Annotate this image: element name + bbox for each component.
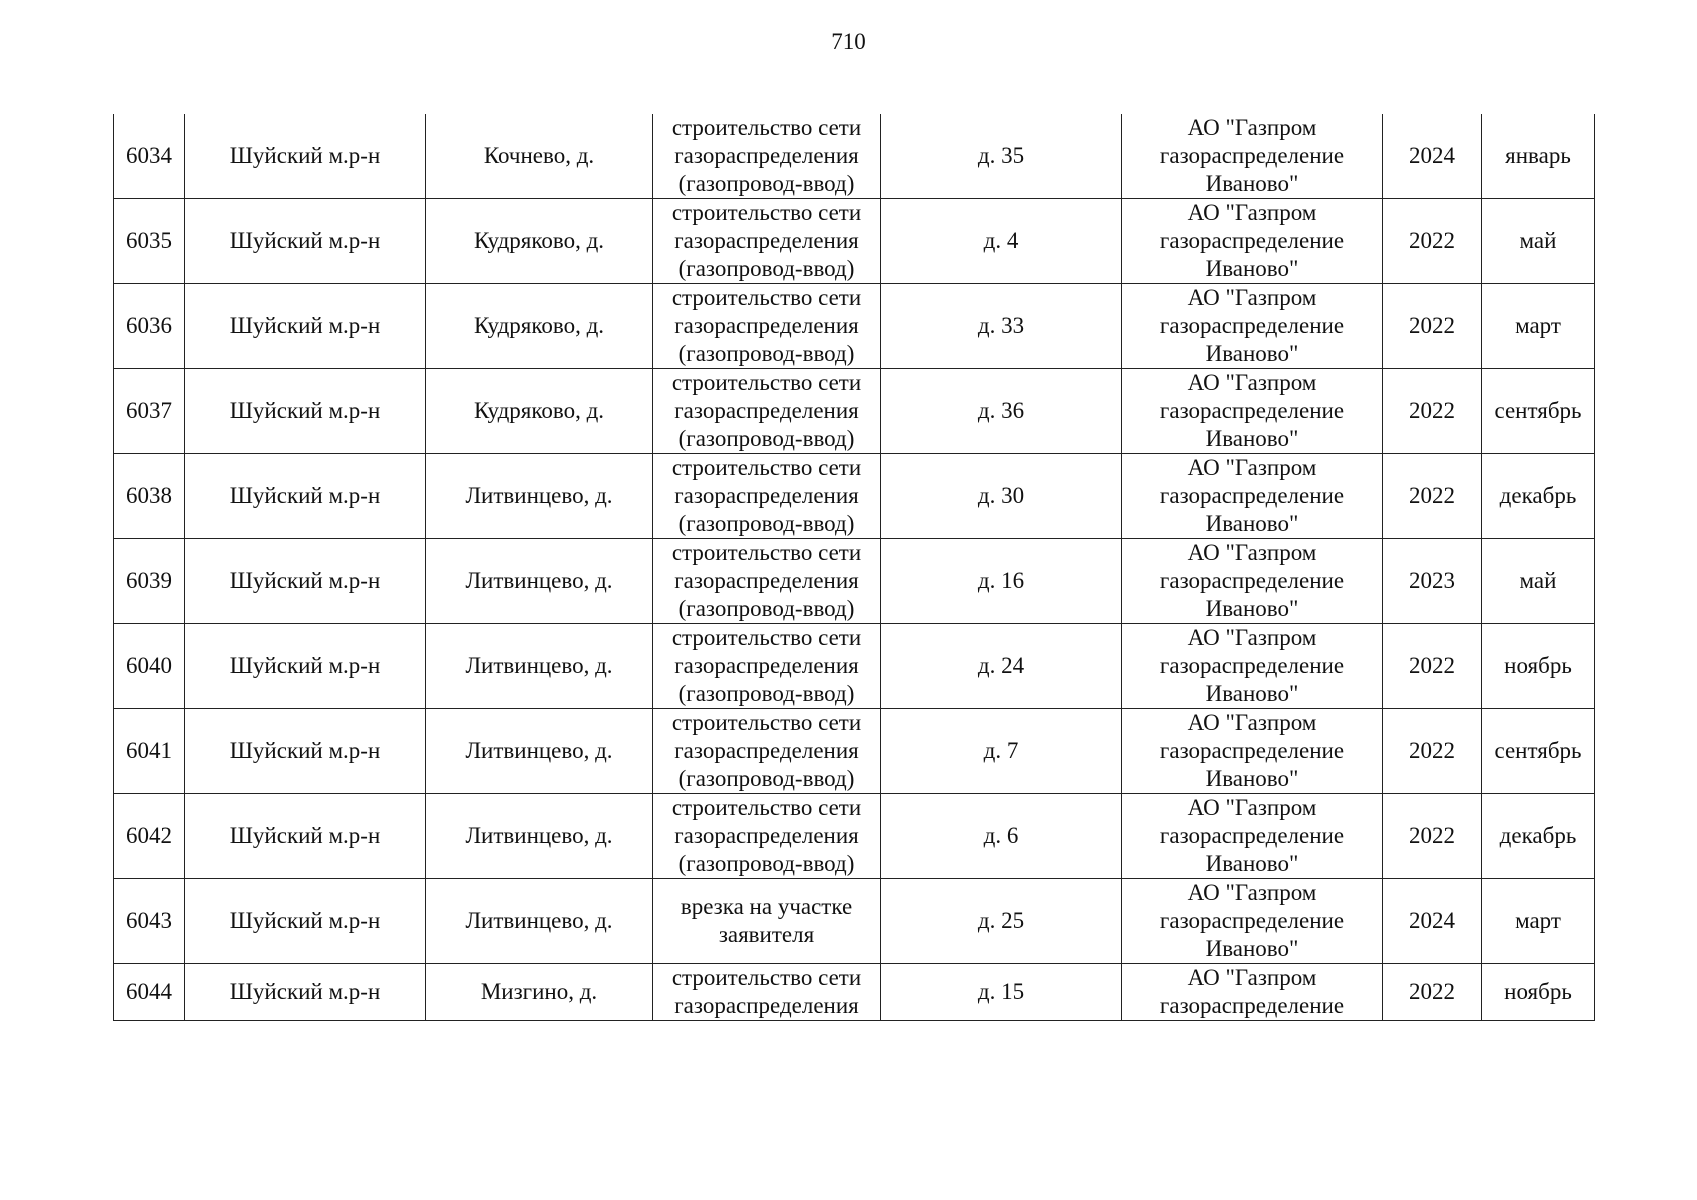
month-cell: декабрь — [1482, 794, 1595, 879]
organization-cell — [1122, 624, 1383, 709]
row-id-cell: 6041 — [114, 709, 185, 794]
address-cell: д. 36 — [881, 369, 1122, 454]
organization-cell-line: АО "Газпром — [1187, 370, 1317, 395]
organization-cell-line: Иваново" — [1205, 171, 1299, 196]
organization-cell-line: Иваново" — [1205, 851, 1299, 876]
row-id-cell: 6042 — [114, 794, 185, 879]
organization-cell-line: Иваново" — [1205, 766, 1299, 791]
table-row — [114, 199, 1595, 284]
row-id-cell: 6035 — [114, 199, 185, 284]
address-cell: д. 30 — [881, 454, 1122, 539]
address-cell: д. 4 — [881, 199, 1122, 284]
table-row — [114, 964, 1595, 1021]
work-type-cell-line: (газопровод-ввод) — [678, 256, 855, 281]
organization-cell-line: АО "Газпром — [1187, 795, 1317, 820]
row-id-cell: 6039 — [114, 539, 185, 624]
district-cell: Шуйский м.р-н — [185, 199, 426, 284]
work-type-cell-line: (газопровод-ввод) — [678, 681, 855, 706]
table-row — [114, 114, 1595, 199]
year-cell: 2022 — [1383, 284, 1482, 369]
work-type-cell — [653, 454, 881, 539]
organization-cell-line: Иваново" — [1205, 511, 1299, 536]
table-row — [114, 709, 1595, 794]
organization-cell — [1122, 539, 1383, 624]
organization-cell-line: Иваново" — [1205, 426, 1299, 451]
year-cell: 2022 — [1383, 454, 1482, 539]
locality-cell: Мизгино, д. — [426, 964, 653, 1021]
work-type-cell-line: (газопровод-ввод) — [678, 171, 855, 196]
work-type-cell-line: газораспределения — [674, 993, 859, 1018]
work-type-cell-line: газораспределения — [674, 398, 859, 423]
organization-cell-line: АО "Газпром — [1187, 285, 1317, 310]
organization-cell-line: газораспределение — [1159, 738, 1345, 763]
year-cell: 2022 — [1383, 709, 1482, 794]
work-type-cell-line: газораспределения — [674, 143, 859, 168]
locality-cell: Литвинцево, д. — [426, 624, 653, 709]
work-type-cell-line: (газопровод-ввод) — [678, 766, 855, 791]
year-cell: 2024 — [1383, 114, 1482, 199]
row-id-cell: 6044 — [114, 964, 185, 1021]
address-cell: д. 6 — [881, 794, 1122, 879]
work-type-cell — [653, 964, 881, 1021]
work-type-cell-line: газораспределения — [674, 483, 859, 508]
organization-cell-line: газораспределение — [1159, 483, 1345, 508]
organization-cell — [1122, 709, 1383, 794]
locality-cell: Литвинцево, д. — [426, 879, 653, 964]
row-id-cell: 6043 — [114, 879, 185, 964]
work-type-cell-line: газораспределения — [674, 228, 859, 253]
district-cell: Шуйский м.р-н — [185, 624, 426, 709]
organization-cell-line: АО "Газпром — [1187, 625, 1317, 650]
work-type-cell — [653, 284, 881, 369]
work-type-cell-line: строительство сети — [671, 455, 862, 480]
row-id-cell: 6037 — [114, 369, 185, 454]
district-cell: Шуйский м.р-н — [185, 539, 426, 624]
address-cell: д. 24 — [881, 624, 1122, 709]
address-cell: д. 35 — [881, 114, 1122, 199]
organization-cell-line: Иваново" — [1205, 596, 1299, 621]
organization-cell — [1122, 794, 1383, 879]
locality-cell: Кудряково, д. — [426, 369, 653, 454]
organization-cell-line: газораспределение — [1159, 313, 1345, 338]
table-body — [114, 114, 1595, 1021]
organization-cell — [1122, 879, 1383, 964]
district-cell: Шуйский м.р-н — [185, 879, 426, 964]
work-type-cell — [653, 624, 881, 709]
work-type-cell-line: строительство сети — [671, 285, 862, 310]
district-cell: Шуйский м.р-н — [185, 284, 426, 369]
work-type-cell — [653, 369, 881, 454]
work-type-cell-line: заявителя — [718, 922, 815, 947]
row-id-cell: 6034 — [114, 114, 185, 199]
table-row — [114, 369, 1595, 454]
work-type-cell — [653, 709, 881, 794]
page-number: 710 — [831, 29, 866, 54]
table-row — [114, 624, 1595, 709]
work-type-cell-line: строительство сети — [671, 625, 862, 650]
gas-connection-table — [113, 114, 1595, 1021]
work-type-cell — [653, 794, 881, 879]
year-cell: 2022 — [1383, 199, 1482, 284]
organization-cell-line: Иваново" — [1205, 936, 1299, 961]
locality-cell: Литвинцево, д. — [426, 454, 653, 539]
organization-cell-line: газораспределение — [1159, 228, 1345, 253]
organization-cell-line: газораспределение — [1159, 993, 1345, 1018]
table-row — [114, 454, 1595, 539]
month-cell: ноябрь — [1482, 624, 1595, 709]
organization-cell-line: Иваново" — [1205, 681, 1299, 706]
row-id-cell: 6036 — [114, 284, 185, 369]
work-type-cell — [653, 199, 881, 284]
organization-cell-line: газораспределение — [1159, 398, 1345, 423]
organization-cell — [1122, 199, 1383, 284]
work-type-cell-line: (газопровод-ввод) — [678, 426, 855, 451]
organization-cell — [1122, 454, 1383, 539]
locality-cell: Кудряково, д. — [426, 199, 653, 284]
district-cell: Шуйский м.р-н — [185, 114, 426, 199]
work-type-cell — [653, 539, 881, 624]
year-cell: 2024 — [1383, 879, 1482, 964]
organization-cell — [1122, 964, 1383, 1021]
organization-cell — [1122, 284, 1383, 369]
table-row — [114, 794, 1595, 879]
organization-cell-line: АО "Газпром — [1187, 200, 1317, 225]
month-cell: декабрь — [1482, 454, 1595, 539]
work-type-cell-line: строительство сети — [671, 710, 862, 735]
work-type-cell-line: врезка на участке — [680, 894, 853, 919]
organization-cell-line: АО "Газпром — [1187, 455, 1317, 480]
address-cell: д. 15 — [881, 964, 1122, 1021]
work-type-cell-line: (газопровод-ввод) — [678, 596, 855, 621]
work-type-cell-line: газораспределения — [674, 313, 859, 338]
organization-cell-line: АО "Газпром — [1187, 710, 1317, 735]
district-cell: Шуйский м.р-н — [185, 454, 426, 539]
district-cell: Шуйский м.р-н — [185, 964, 426, 1021]
work-type-cell-line: газораспределения — [674, 823, 859, 848]
row-id-cell: 6040 — [114, 624, 185, 709]
organization-cell-line: газораспределение — [1159, 823, 1345, 848]
work-type-cell-line: газораспределения — [674, 568, 859, 593]
address-cell: д. 25 — [881, 879, 1122, 964]
year-cell: 2022 — [1383, 794, 1482, 879]
work-type-cell-line: газораспределения — [674, 653, 859, 678]
organization-cell-line: газораспределение — [1159, 143, 1345, 168]
work-type-cell — [653, 114, 881, 199]
district-cell: Шуйский м.р-н — [185, 794, 426, 879]
work-type-cell — [653, 879, 881, 964]
work-type-cell-line: (газопровод-ввод) — [678, 511, 855, 536]
work-type-cell-line: газораспределения — [674, 738, 859, 763]
address-cell: д. 33 — [881, 284, 1122, 369]
organization-cell-line: газораспределение — [1159, 653, 1345, 678]
locality-cell: Кудряково, д. — [426, 284, 653, 369]
district-cell: Шуйский м.р-н — [185, 369, 426, 454]
work-type-cell-line: (газопровод-ввод) — [678, 341, 855, 366]
locality-cell: Кочнево, д. — [426, 114, 653, 199]
month-cell: май — [1482, 199, 1595, 284]
month-cell: январь — [1482, 114, 1595, 199]
work-type-cell-line: строительство сети — [671, 370, 862, 395]
table-row — [114, 879, 1595, 964]
district-cell: Шуйский м.р-н — [185, 709, 426, 794]
year-cell: 2022 — [1383, 964, 1482, 1021]
organization-cell-line: газораспределение — [1159, 908, 1345, 933]
month-cell: май — [1482, 539, 1595, 624]
work-type-cell-line: (газопровод-ввод) — [678, 851, 855, 876]
organization-cell-line: газораспределение — [1159, 568, 1345, 593]
organization-cell-line: АО "Газпром — [1187, 115, 1317, 140]
year-cell: 2022 — [1383, 624, 1482, 709]
work-type-cell-line: строительство сети — [671, 965, 862, 990]
organization-cell-line: Иваново" — [1205, 256, 1299, 281]
month-cell: март — [1482, 879, 1595, 964]
work-type-cell-line: строительство сети — [671, 540, 862, 565]
locality-cell: Литвинцево, д. — [426, 539, 653, 624]
address-cell: д. 7 — [881, 709, 1122, 794]
organization-cell-line: Иваново" — [1205, 341, 1299, 366]
locality-cell: Литвинцево, д. — [426, 709, 653, 794]
organization-cell-line: АО "Газпром — [1187, 965, 1317, 990]
work-type-cell-line: строительство сети — [671, 115, 862, 140]
table-row — [114, 539, 1595, 624]
locality-cell: Литвинцево, д. — [426, 794, 653, 879]
organization-cell-line: АО "Газпром — [1187, 540, 1317, 565]
month-cell: сентябрь — [1482, 709, 1595, 794]
month-cell: сентябрь — [1482, 369, 1595, 454]
table-row — [114, 284, 1595, 369]
month-cell: март — [1482, 284, 1595, 369]
organization-cell — [1122, 369, 1383, 454]
year-cell: 2023 — [1383, 539, 1482, 624]
work-type-cell-line: строительство сети — [671, 795, 862, 820]
month-cell: ноябрь — [1482, 964, 1595, 1021]
address-cell: д. 16 — [881, 539, 1122, 624]
row-id-cell: 6038 — [114, 454, 185, 539]
organization-cell-line: АО "Газпром — [1187, 880, 1317, 905]
work-type-cell-line: строительство сети — [671, 200, 862, 225]
year-cell: 2022 — [1383, 369, 1482, 454]
organization-cell — [1122, 114, 1383, 199]
